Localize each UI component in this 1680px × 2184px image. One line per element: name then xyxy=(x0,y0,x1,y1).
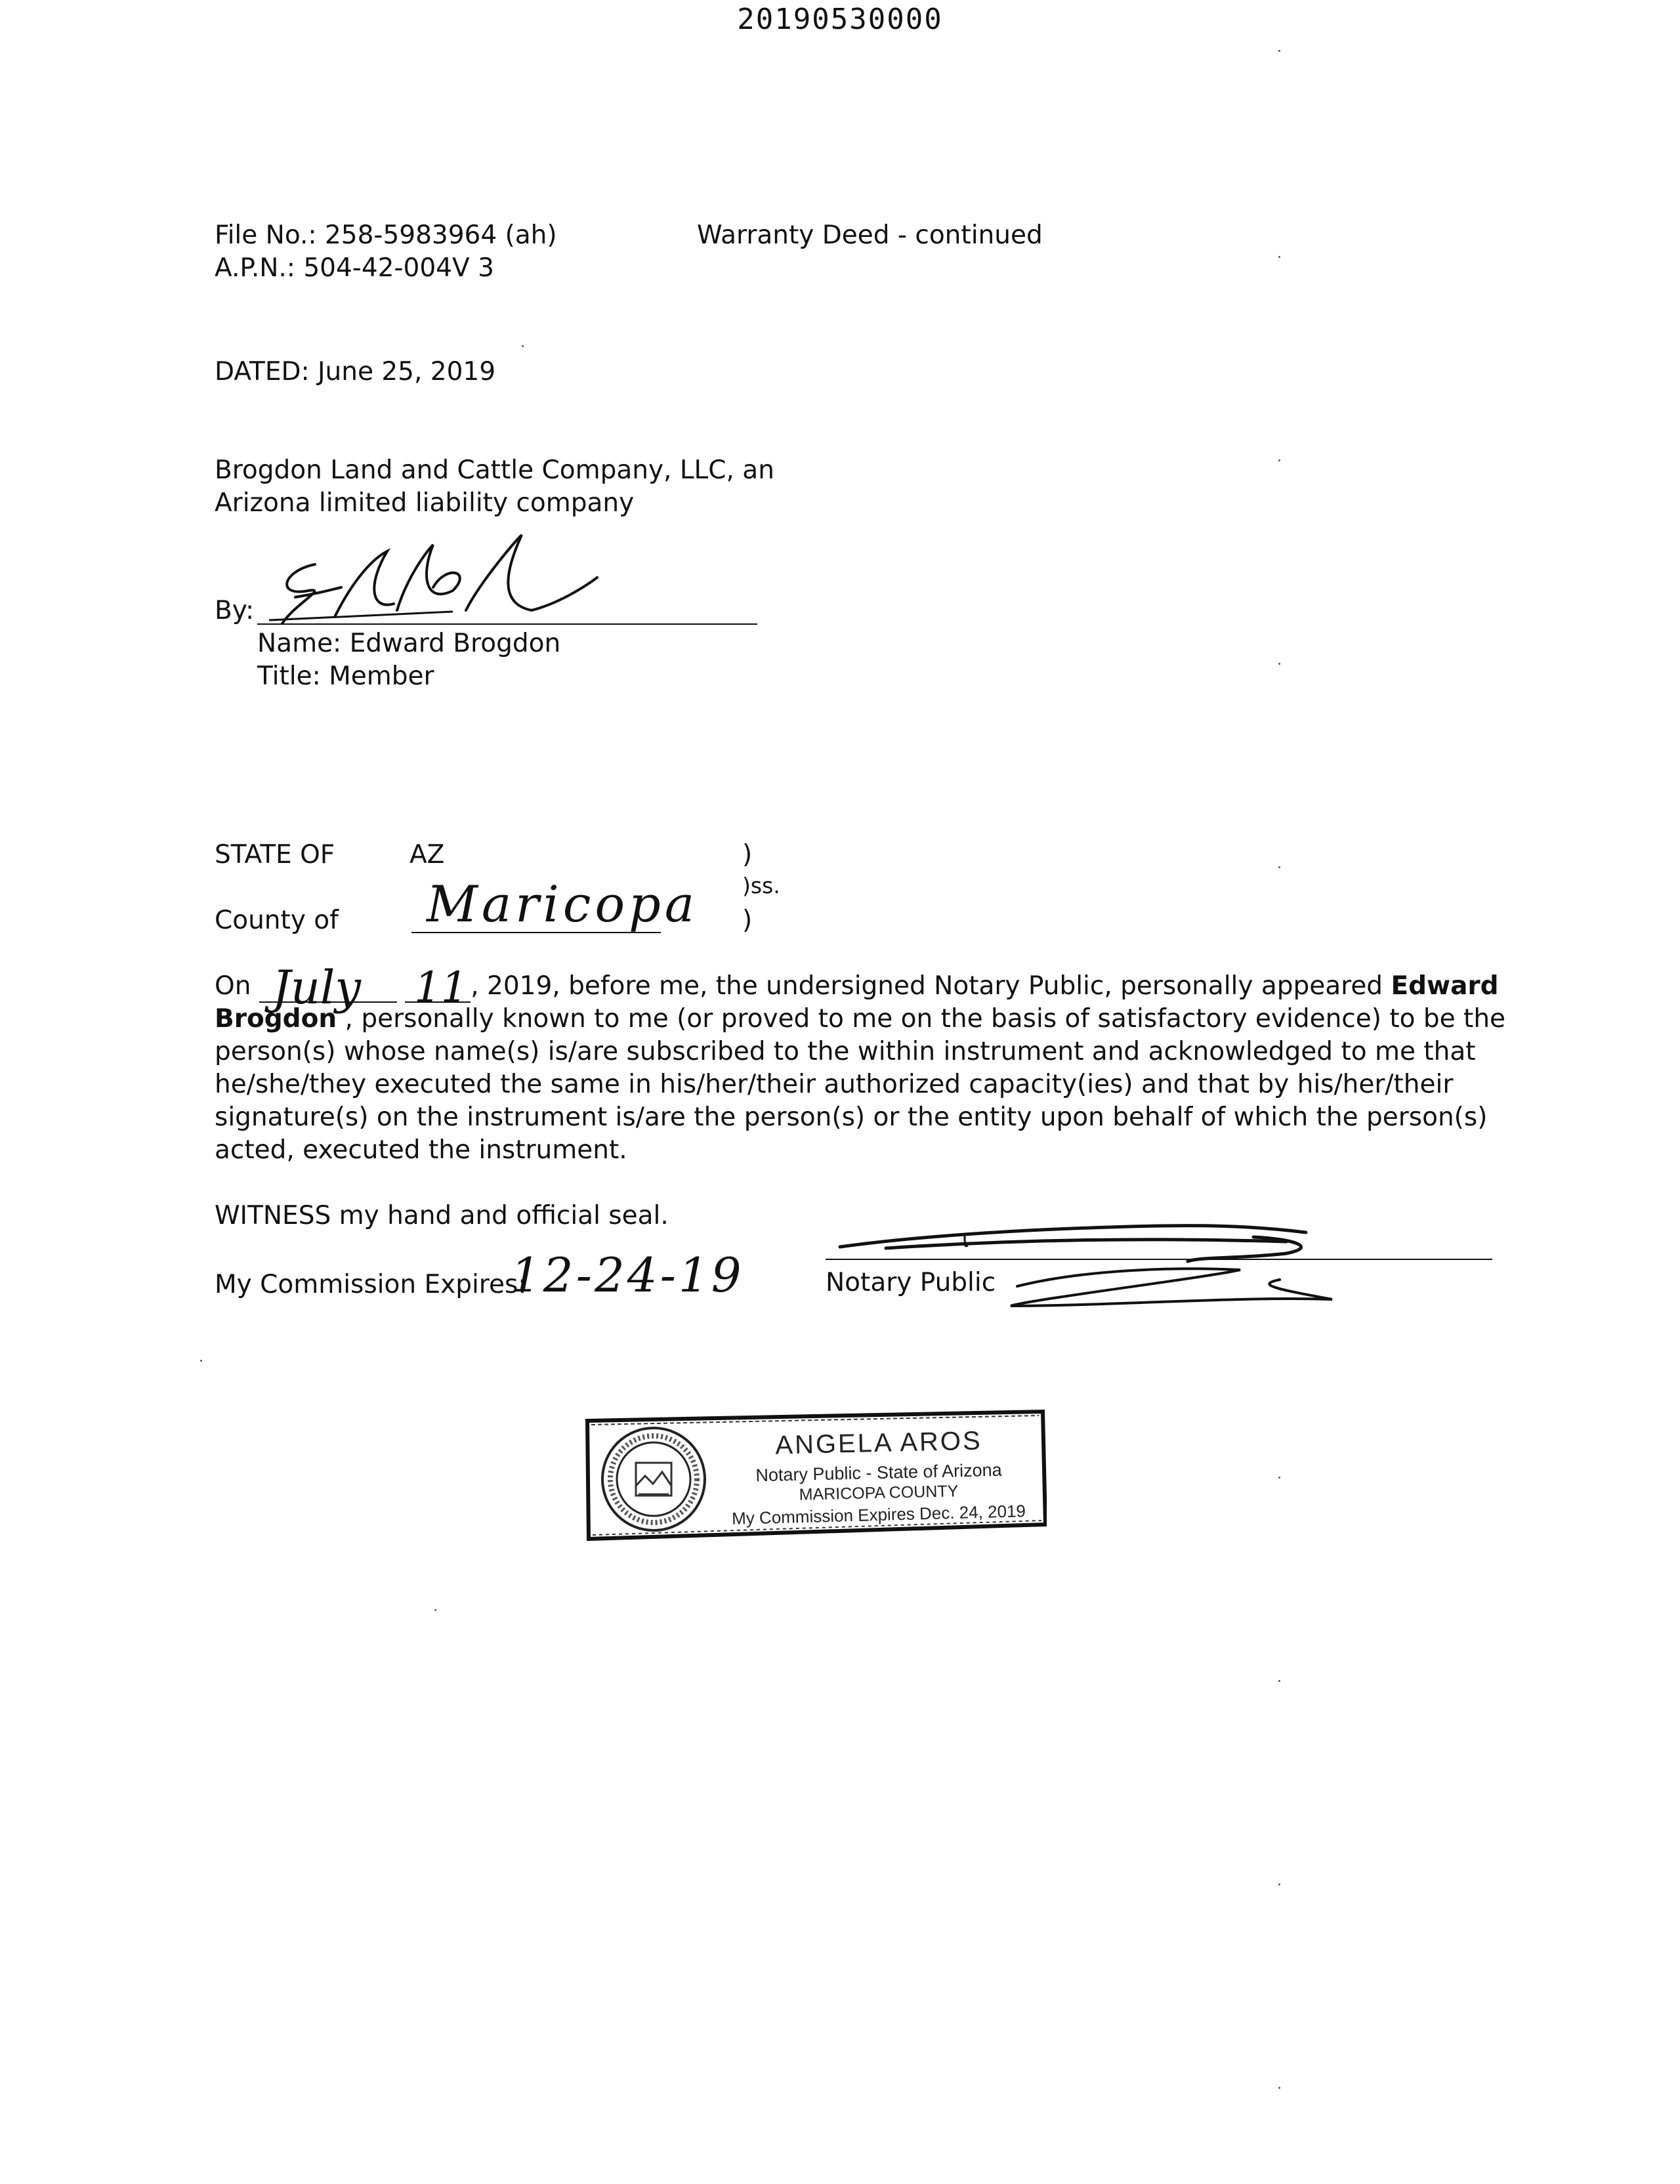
commission-label: My Commission Expires: xyxy=(215,1270,527,1299)
scan-speck xyxy=(200,1360,202,1362)
document-title: Warranty Deed - continued xyxy=(697,220,1043,250)
day-handwritten: 11 xyxy=(414,963,468,1012)
stamp-county: MARICOPA COUNTY xyxy=(799,1482,959,1504)
ack-line-4: he/she/they executed the same in his/her/their authorized capacity(ies) and that by his/her/their xyxy=(215,1070,1454,1099)
grantor-line-2: Arizona limited liability company xyxy=(215,488,635,518)
signer-name: Name: Edward Brogdon xyxy=(257,629,561,658)
scan-speck xyxy=(1278,1477,1280,1479)
venue-paren-1: ) xyxy=(742,840,753,870)
county-label: County of xyxy=(215,906,339,935)
scan-speck xyxy=(1278,866,1280,868)
ack-line-5: signature(s) on the instrument is/are the person(s) or the entity upon behalf of which the person(s) xyxy=(215,1102,1488,1132)
scan-speck xyxy=(1278,2087,1280,2089)
scan-speck xyxy=(1278,459,1280,461)
ack-line-1 xyxy=(215,961,1499,1015)
notary-signature xyxy=(833,1208,1424,1319)
ack-on: On xyxy=(215,971,251,1001)
ack-line-3: person(s) whose name(s) is/are subscribed to the within instrument and acknowledged to me that xyxy=(215,1037,1476,1066)
state-seal-icon xyxy=(598,1423,709,1535)
recording-number: 20190530000 xyxy=(737,3,943,36)
ack-line-2-text: , personally known to me (or proved to me on the basis of satisfactory evidence) to be the xyxy=(337,1004,1506,1034)
scan-speck xyxy=(1278,1680,1280,1682)
notary-public-label: Notary Public xyxy=(826,1268,996,1297)
notary-stamp xyxy=(583,1401,1047,1545)
stamp-commission: My Commission Expires Dec. 24, 2019 xyxy=(731,1501,1026,1528)
scan-speck xyxy=(1278,663,1280,665)
witness-line: WITNESS my hand and official seal. xyxy=(215,1201,669,1230)
scan-speck xyxy=(434,1609,436,1611)
state-label: STATE OF xyxy=(215,840,335,870)
signer-title: Title: Member xyxy=(257,662,434,691)
venue-paren-2: ) xyxy=(742,906,753,935)
ack-line-1-text: , 2019, before me, the undersigned Notary Public, personally appeared xyxy=(471,971,1383,1001)
scan-speck xyxy=(1278,1883,1280,1885)
signer-name-bold-2: Brogdon xyxy=(215,1004,337,1034)
month-blank xyxy=(259,961,397,1015)
apn-number: A.P.N.: 504-42-004V 3 xyxy=(215,253,494,283)
scan-speck xyxy=(1278,256,1280,258)
ack-line-2 xyxy=(215,1003,1506,1036)
stamp-line-2: Notary Public - State of Arizona xyxy=(755,1460,1002,1486)
scan-speck xyxy=(1278,50,1280,52)
signer-name-bold-1: Edward xyxy=(1391,971,1499,1001)
grantor-signature xyxy=(256,525,610,630)
acknowledgment-paragraph xyxy=(215,961,1506,1167)
month-handwritten: July xyxy=(272,961,361,1015)
scan-speck xyxy=(522,345,524,347)
day-blank xyxy=(405,963,471,1012)
by-label: By: xyxy=(215,596,255,625)
file-number: File No.: 258-5983964 (ah) xyxy=(215,220,557,250)
grantor-line-1: Brogdon Land and Cattle Company, LLC, an xyxy=(215,455,774,485)
stamp-notary-name: ANGELA AROS xyxy=(774,1426,983,1460)
dated-line: DATED: June 25, 2019 xyxy=(215,357,496,387)
ack-line-6: acted, executed the instrument. xyxy=(215,1135,627,1165)
commission-date-handwritten: 12-24-19 xyxy=(511,1248,744,1303)
county-handwritten: Maricopa xyxy=(427,875,699,933)
state-value: AZ xyxy=(410,840,445,870)
venue-ss: )ss. xyxy=(742,873,780,898)
